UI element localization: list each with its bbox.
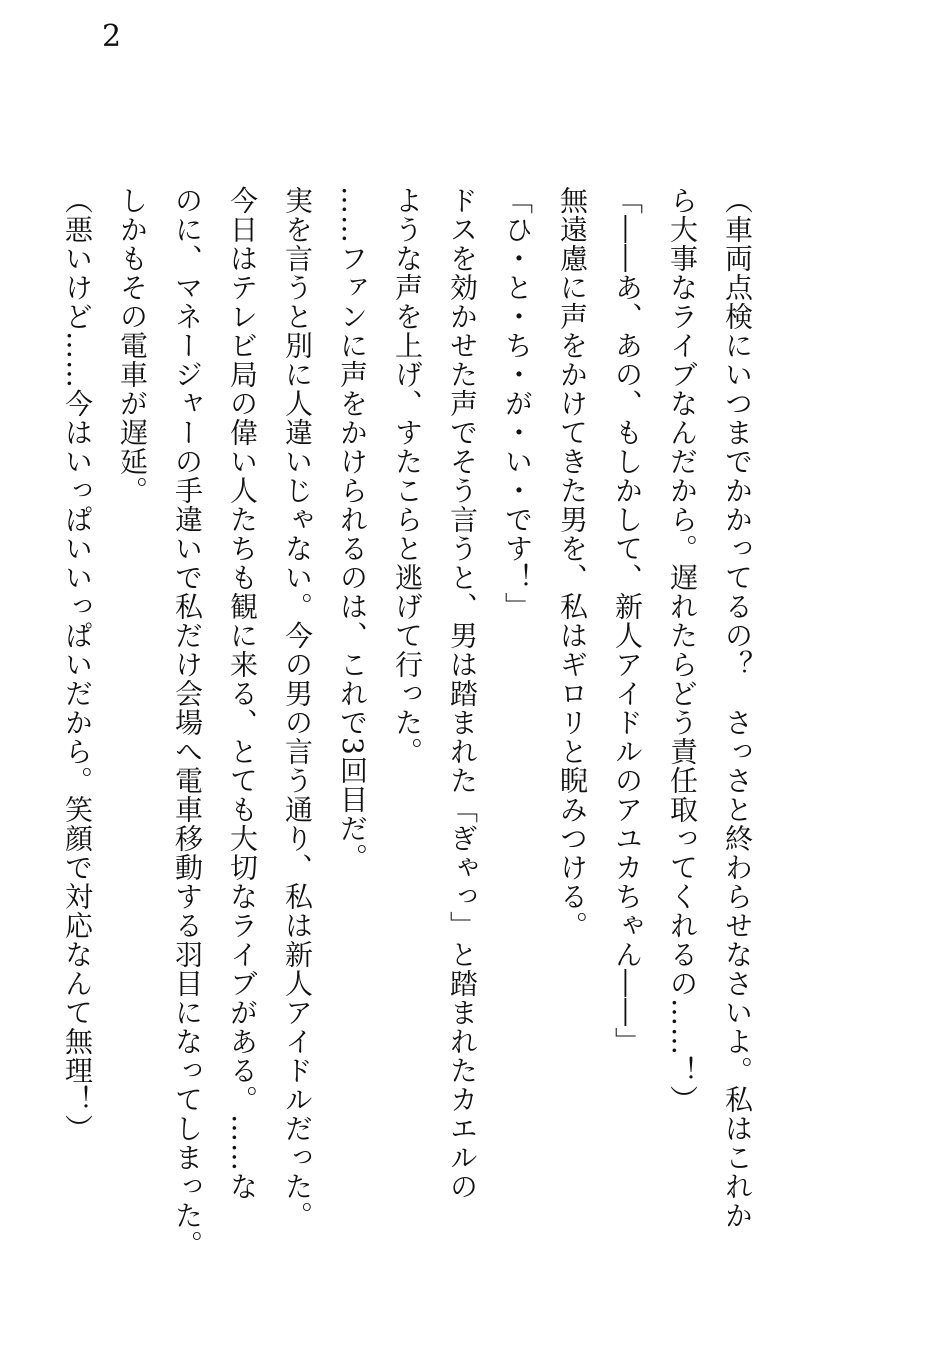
text-line: しかもその電車が遅延。: [116, 186, 149, 505]
text-line: ら大事なライブなんだから。遅れたらどう責任取ってくれるの……！）: [666, 186, 699, 1114]
text-line: （悪いけど……今はいっぱいいっぱいだから。笑顔で対応なんて無理！）: [61, 186, 94, 1143]
body-text: [50, 186, 765, 1306]
text-line: のに、マネージャーの手違いで私だけ会場へ電車移動する羽目になってしまった。: [171, 186, 204, 1259]
page-number: 2: [102, 19, 122, 54]
text-line: 「――あ、あの、もしかして、新人アイドルのアユカちゃん――」: [611, 186, 644, 1056]
text-line: ……ファンに声をかけられるのは、これで3回目だ。: [336, 186, 369, 872]
text-line: ような声を上げ、すたこらと逃げて行った。: [391, 186, 424, 766]
text-line: 無遠慮に声をかけてきた男を、私はギロリと睨みつける。: [556, 186, 589, 940]
text-line: ドスを効かせた声でそう言うと、男は踏まれた「ぎゃっ」と踏まれたカエルの: [446, 186, 479, 1201]
text-line: （車両点検にいつまでかかってるの？ さっさと終わらせなさいよ。私はこれか: [721, 186, 754, 1230]
text-line: 「ひ・と・ち・が・い・です！」: [501, 186, 534, 621]
text-line: 実を言うと別に人違いじゃない。今の男の言う通り、私は新人アイドルだった。: [281, 186, 314, 1230]
text-line: 今日はテレビ局の偉い人たちも観に来る、とても大切なライブがある。……な: [226, 186, 259, 1201]
